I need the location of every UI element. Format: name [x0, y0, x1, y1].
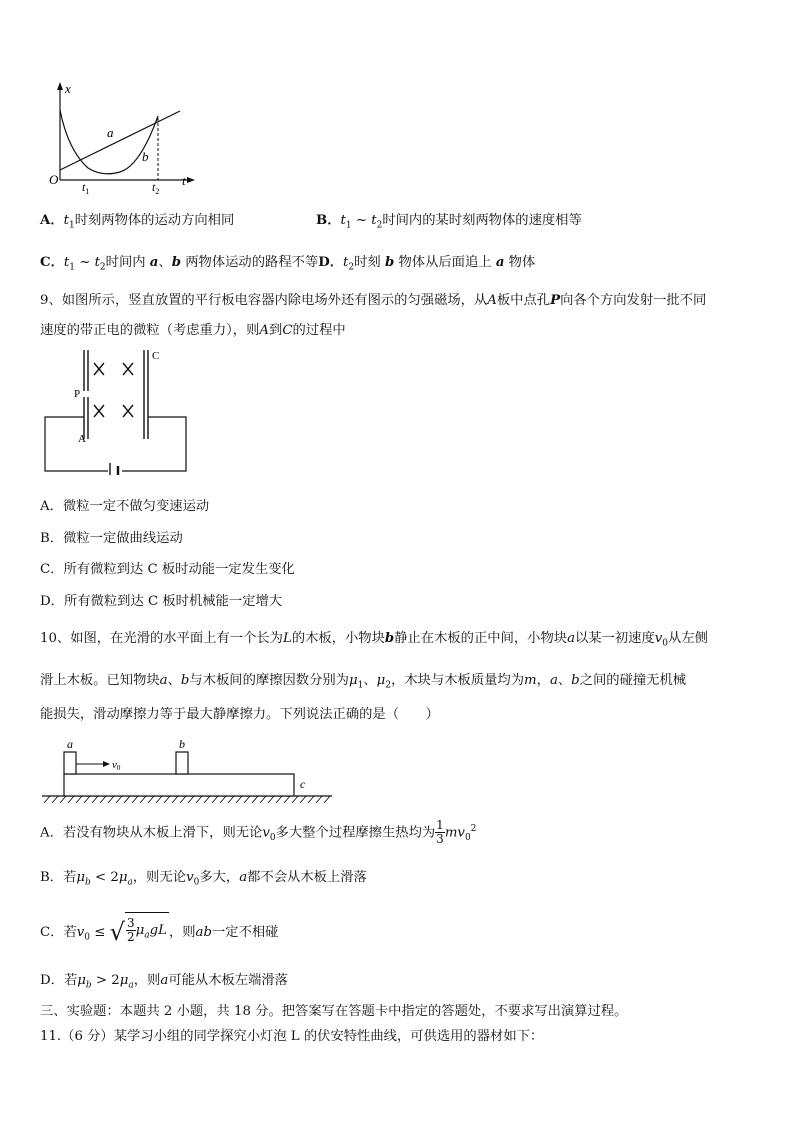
q8-option-a: A．$t_1$时刻两物体的运动方向相同 — [40, 213, 235, 231]
axis-t-label: t — [182, 173, 186, 188]
sqrt-body: $\frac{3}{2}$ $\mu_agL$ — [125, 912, 169, 953]
tick-t1-label: $t_1$ — [82, 180, 90, 195]
curve-b — [60, 110, 158, 174]
q10-stem-line2: 滑上木板。已知物块a、b与木板间的摩擦因数分别为$\mu_1$、$\mu_2$，木块与木板质量均为m，a、b之间的碰撞无机械 — [40, 673, 687, 691]
axis-x-label: x — [65, 81, 71, 96]
q9-stem-line2: 速度的带正电的微粒（考虑重力），则A到C的过程中 — [40, 323, 346, 338]
magnetic-field-marks — [94, 363, 133, 417]
fig-label-v0: v0 — [112, 759, 121, 772]
block-b — [176, 752, 188, 774]
xt-graph — [40, 80, 200, 195]
board-c — [64, 774, 294, 796]
fraction-one-third: $\frac{1}{3}$ — [436, 818, 444, 847]
q9-option-c: C．所有微粒到达 C 板时动能一定发生变化 — [40, 562, 295, 577]
sqrt-sign: √ — [109, 918, 125, 947]
label-a: A — [78, 433, 86, 445]
curve-b-label: b — [142, 149, 149, 164]
fig-label-c: c — [300, 777, 306, 791]
label-p: P — [74, 388, 81, 400]
board-figure — [40, 738, 340, 804]
fig-label-a: a — [67, 738, 73, 751]
fig-label-b: b — [179, 738, 185, 751]
line-a-label: a — [107, 125, 114, 140]
section-3-heading: 三、实验题：本题共 2 小题，共 18 分。把答案写在答题卡中指定的答题处，不要求写出演算过程。 — [40, 1004, 628, 1019]
q11-stem: 11.（6 分）某学习小组的同学探究小灯泡 L 的伏安特性曲线，可供选用的器材如下： — [40, 1029, 544, 1044]
q10-option-c: C．若$v_0$ ≤ √ $\frac{3}{2}$ $\mu_agL$ ，则ab一定不相碰 — [40, 912, 278, 954]
q9-stem-line1: 9、如图所示，竖直放置的平行板电容器内除电场外还有图示的匀强磁场，从A板中点孔P向各个方向发射一批不同 — [40, 293, 707, 308]
line-a — [60, 111, 180, 170]
q8-option-c-d: C．$t_1$ ~ $t_2$时间内 a、b 两物体运动的路程不等D．$t_2$时刻 b 物体从后面追上 a 物体 — [40, 255, 536, 273]
q10-stem-line1: 10、如图，在光滑的水平面上有一个长为L的木板，小物块b静止在木板的正中间，小物块a以某一初速度$v_0$从左侧 — [40, 631, 708, 649]
q10-stem-line3: 能损失，滑动摩擦力等于最大静摩擦力。下列说法正确的是（ ） — [40, 707, 439, 722]
circuit-wire — [45, 417, 108, 471]
y-axis-arrow — [57, 82, 63, 90]
ground-hatching — [44, 796, 330, 803]
block-a — [64, 752, 76, 774]
capacitor-figure — [40, 345, 200, 475]
label-c: C — [152, 350, 160, 362]
q10-option-d: D．若$\mu_b > 2\mu_a$，则a可能从木板左端滑落 — [40, 973, 288, 991]
q10-option-a: A．若没有物块从木板上滑下，则无论$v_0$多大整个过程摩擦生热均为 $\frac{1}{3}$ $mv_0^2$ — [40, 818, 477, 847]
q9-option-b: B．微粒一定做曲线运动 — [40, 531, 183, 546]
q9-option-d: D．所有微粒到达 C 板时机械能一定增大 — [40, 594, 283, 609]
tick-t2-label: $t_2$ — [152, 180, 160, 195]
origin-label: O — [49, 172, 59, 187]
q10-option-b: B．若$\mu_b < 2\mu_a$，则无论$v_0$多大，a都不会从木板上滑落 — [40, 870, 367, 888]
x-axis-arrow — [187, 177, 195, 183]
q9-option-a: A．微粒一定不做匀变速运动 — [40, 499, 210, 514]
q8-option-b: B．$t_1$ ~ $t_2$时间内的某时刻两物体的速度相等 — [316, 213, 582, 231]
